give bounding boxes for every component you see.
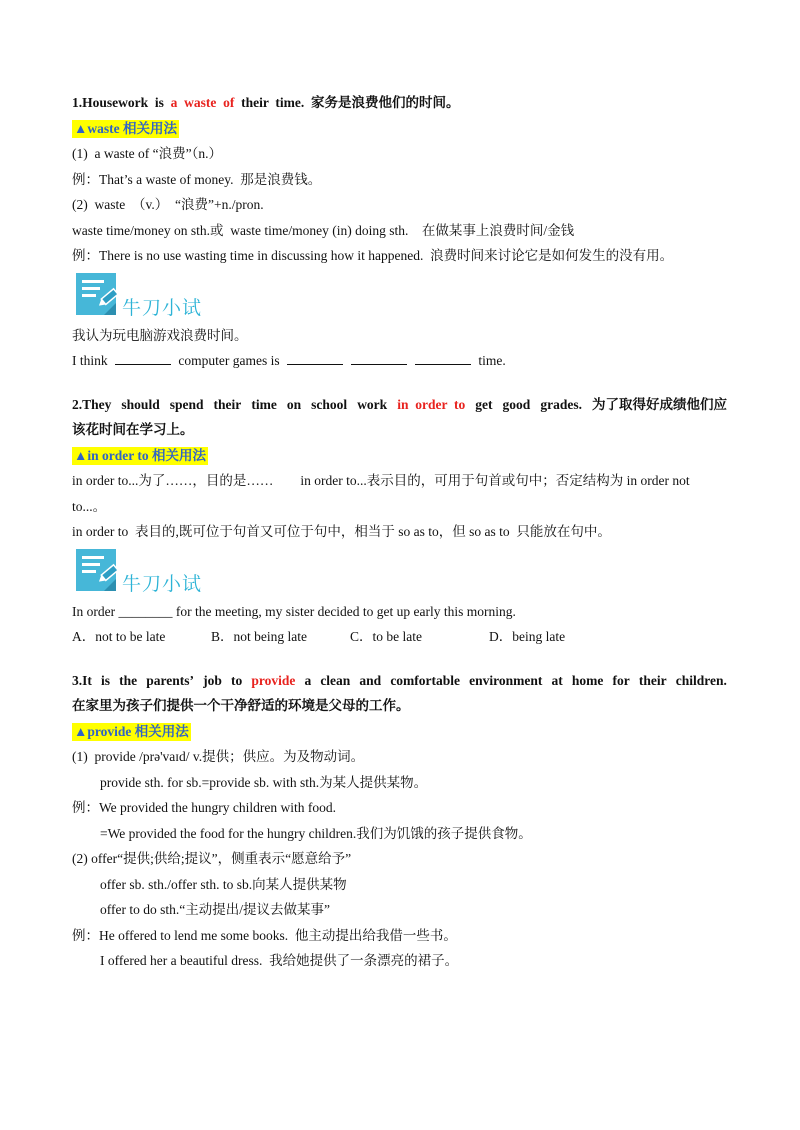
note-pencil-icon	[74, 547, 122, 595]
trial-block	[72, 547, 727, 599]
answer-blank[interactable]	[115, 352, 171, 365]
question-text: In order ________ for the meeting, my sister decided to get up early this morning.	[72, 603, 516, 619]
answer-blank[interactable]	[351, 352, 407, 365]
text-line: in order to 表目的,既可位于句首又可位于句中，相当于 so as to，但 so as to 只能放在句中。	[72, 524, 611, 539]
example-line: 例：There is no use wasting time in discussing how it happened. 浪费时间来讨论它是如何发生的没有用。	[72, 248, 674, 263]
text-line: provide sth. for sb.=provide sb. with sth.为某人提供某物。	[100, 774, 428, 790]
text-line: (2) waste （v.） “浪费”+n./pron.	[72, 197, 264, 212]
text-line: in order to...为了……，目的是…… in order to...表示目的，可用于句首或句中；否定结构为 in order not	[72, 473, 690, 488]
usage-tag: ▲waste 相关用法	[74, 120, 177, 136]
question-text: 我认为玩电脑游戏浪费时间。	[72, 327, 248, 343]
usage-tag: ▲in order to 相关用法	[74, 447, 206, 463]
answer-options	[72, 624, 727, 650]
option-d[interactable]: D．being late	[489, 629, 566, 644]
trial-block	[72, 271, 727, 323]
usage-tag: ▲provide 相关用法	[74, 723, 189, 739]
section-2-heading: 2.They should spend their time on school work in order to get good grades. 为了取得好成绩他们应	[72, 392, 727, 418]
example-line: I offered her a beautiful dress. 我给她提供了一条漂亮的裙子。	[100, 953, 459, 968]
highlight-phrase: in order to	[397, 396, 466, 412]
option-a[interactable]: A．not to be late	[72, 629, 166, 644]
question-blanks: I think computer games is time.	[72, 353, 506, 368]
document-page	[72, 90, 727, 974]
example-line: 例：He offered to lend me some books. 他主动提出给我借一些书。	[72, 927, 457, 943]
section-3-heading-cont: 在家里为孩子们提供一个干净舒适的环境是父母的工作。	[72, 698, 410, 713]
highlight-phrase: provide	[251, 672, 296, 688]
section-2-heading-cont: 该花时间在学习上。	[72, 422, 194, 437]
section-1-heading: 1.Housework is a waste of their time. 家务是浪费他们的时间。	[72, 95, 460, 110]
text-line: to...。	[72, 498, 107, 514]
trial-title: 牛刀小试	[122, 296, 203, 319]
answer-blank[interactable]	[287, 352, 343, 365]
text-line: offer to do sth.“主动提出/提议去做某事”	[100, 902, 330, 917]
option-b[interactable]: B．not being late	[211, 629, 307, 644]
note-pencil-icon	[74, 271, 122, 319]
text-line: (2) offer“提供;供给;提议”，侧重表示“愿意给予”	[72, 851, 352, 866]
example-line: 例：That’s a waste of money. 那是浪费钱。	[72, 171, 322, 187]
trial-title: 牛刀小试	[122, 572, 203, 595]
example-line: 例：We provided the hungry children with food.	[72, 800, 336, 815]
text-line: offer sb. sth./offer sth. to sb.向某人提供某物	[100, 876, 347, 892]
text-line: (1) provide /prə'vaɪd/ v.提供；供应。为及物动词。	[72, 749, 365, 764]
text-line: (1) a waste of “浪费”（n.）	[72, 146, 222, 161]
option-c[interactable]: C．to be late	[350, 629, 422, 644]
section-3-heading: 3.It is the parents’ job to provide a clean and comfortable environment at home for their children.	[72, 668, 727, 694]
text-line: waste time/money on sth.或 waste time/money (in) doing sth. 在做某事上浪费时间/金钱	[72, 222, 575, 238]
highlight-phrase: a waste of	[170, 95, 235, 110]
example-line: =We provided the food for the hungry children.我们为饥饿的孩子提供食物。	[100, 825, 532, 841]
answer-blank[interactable]	[415, 352, 471, 365]
